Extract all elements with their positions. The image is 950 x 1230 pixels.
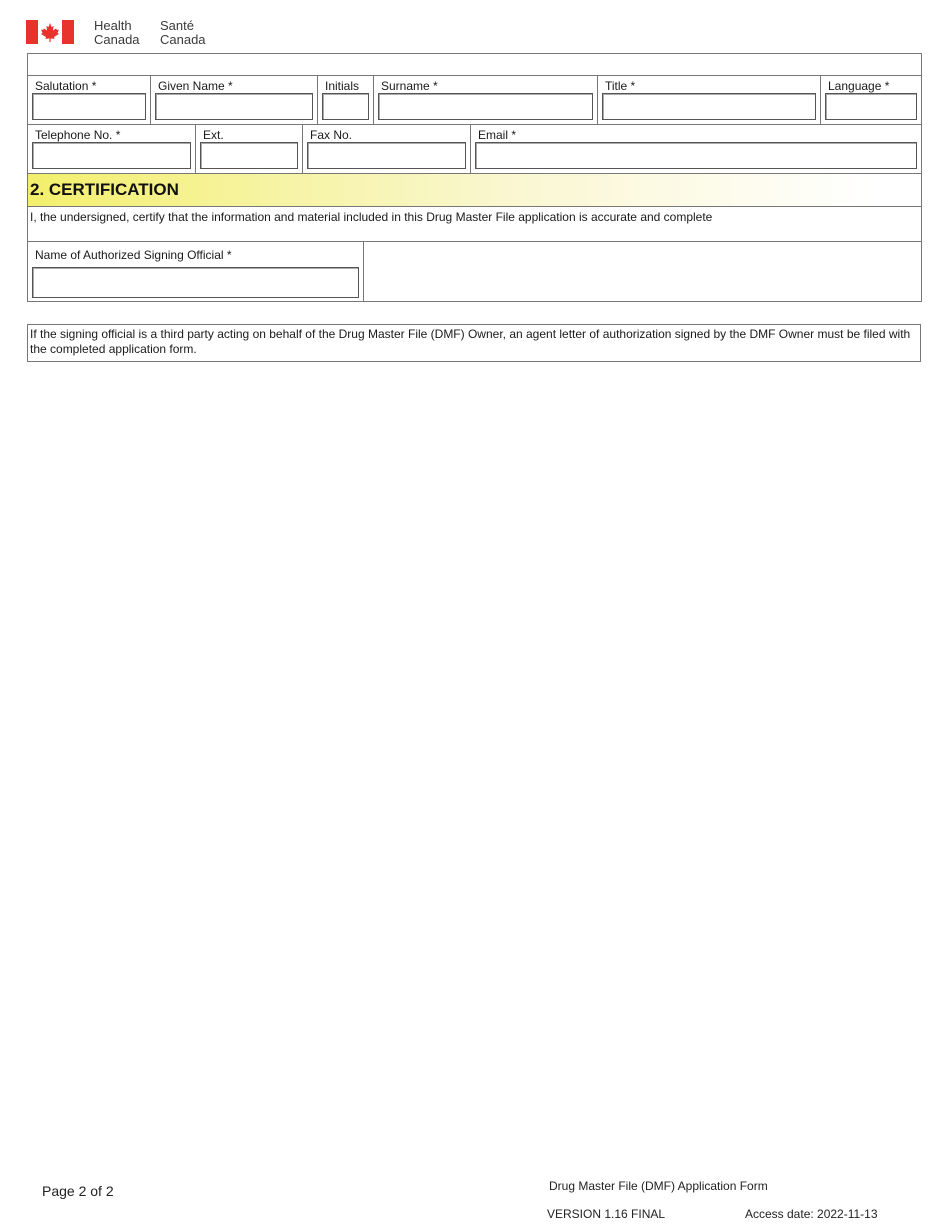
page-number: Page 2 of 2 [42, 1183, 114, 1199]
email-field[interactable] [475, 142, 917, 169]
fax-field[interactable] [307, 142, 466, 169]
given-name-cell [151, 76, 318, 124]
title-field[interactable] [602, 93, 816, 120]
initials-label: Initials [325, 79, 360, 93]
department-name-fr [160, 19, 206, 47]
email-label: Email * [478, 128, 517, 142]
department-fr-line1: Santé [160, 18, 194, 33]
extension-field[interactable] [200, 142, 298, 169]
department-en-line1: Health [94, 18, 132, 33]
given-name-label: Given Name * [158, 79, 233, 93]
department-fr-line2: Canada [160, 32, 206, 47]
extension-cell [196, 125, 303, 173]
third-party-note-text: If the signing official is a third party acting on behalf of the Drug Master File (DMF) Owner, an agent letter of authorization signed by the DMF Owner must be filed with the completed application form. [30, 327, 911, 356]
initials-field[interactable] [322, 93, 369, 120]
section-title: 2. CERTIFICATION [30, 180, 179, 199]
certification-header [28, 174, 921, 207]
given-name-field[interactable] [155, 93, 313, 120]
department-en-line2: Canada [94, 32, 140, 47]
access-date: Access date: 2022-11-13 [745, 1207, 878, 1221]
contact-row-2 [27, 124, 922, 174]
certification-statement-row [28, 207, 921, 242]
salutation-field[interactable] [32, 93, 146, 120]
fax-label: Fax No. [310, 128, 353, 142]
salutation-label: Salutation * [35, 79, 97, 93]
signing-official-label: Name of Authorized Signing Official * [35, 248, 232, 262]
language-cell [821, 76, 921, 124]
initials-cell [318, 76, 374, 124]
form-name: Drug Master File (DMF) Application Form [549, 1179, 768, 1193]
surname-cell [374, 76, 598, 124]
fax-cell [303, 125, 471, 173]
third-party-note [27, 324, 921, 362]
surname-label: Surname * [381, 79, 438, 93]
telephone-cell [28, 125, 196, 173]
contact-top-row [27, 53, 922, 76]
telephone-field[interactable] [32, 142, 191, 169]
title-cell [598, 76, 821, 124]
language-field[interactable] [825, 93, 917, 120]
certification-statement: I, the undersigned, certify that the information and material included in this Drug Master File application is accurate and complete [30, 210, 713, 224]
certification-section [27, 173, 922, 302]
signing-official-field[interactable] [32, 267, 359, 298]
extension-label: Ext. [203, 128, 224, 142]
signing-official-cell [28, 242, 364, 301]
title-label: Title * [605, 79, 636, 93]
telephone-label: Telephone No. * [35, 128, 121, 142]
canada-flag-icon [26, 20, 74, 44]
surname-field[interactable] [378, 93, 593, 120]
email-cell [471, 125, 921, 173]
salutation-cell [28, 76, 151, 124]
form-version: VERSION 1.16 FINAL [547, 1207, 666, 1221]
language-label: Language * [828, 79, 890, 93]
department-name-en [94, 19, 140, 47]
contact-row-1 [27, 75, 922, 125]
